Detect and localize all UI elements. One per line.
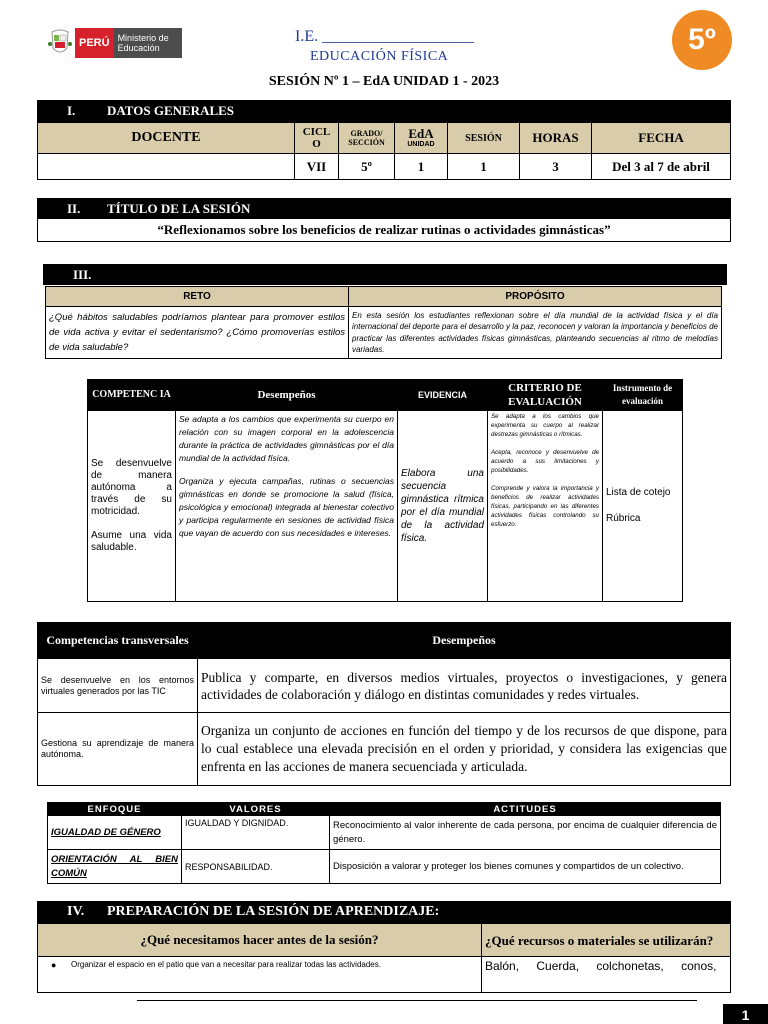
evidencia-cell: Elabora una secuencia gimnástica rítmica por el día mundial de la actividad física. <box>398 411 488 602</box>
header-horas: HORAS <box>520 123 592 154</box>
criterio-1: Se adapta a los cambios que experimenta su cuerpo al realizar destrezas gimnásticas o rítmicas. <box>491 413 599 438</box>
minedu-logo <box>48 27 182 59</box>
header-criterio: CRITERIO DE EVALUACIÓN <box>488 380 603 411</box>
enfoque-row-2 <box>48 850 721 884</box>
header-ciclo: CICL O <box>295 123 339 154</box>
value-ciclo: VII <box>295 154 339 180</box>
section-3-band <box>43 264 727 285</box>
header-sesion: SESIÓN <box>448 123 520 154</box>
criterio-3: Comprende y valora la importancia y beneficios de realizar actividades físicas, participando en las diferentes actividades físicas controlando su esfuerzo. <box>491 485 599 528</box>
criterio-cell <box>488 411 603 602</box>
instrumento-1: Lista de cotejo <box>606 487 671 498</box>
header-competencia: COMPETENC IA <box>88 380 176 411</box>
bullet-icon: ● <box>51 960 57 970</box>
peru-shield-icon <box>48 28 72 58</box>
antes-sesion-item: Organizar el espacio en el patio que van a necesitar para realizar todas las actividades. <box>71 960 381 969</box>
section-1-number: I. <box>67 103 76 118</box>
enfoque-valor-1: IGUALDAD Y DIGNIDAD. <box>182 816 330 850</box>
header-antes-sesion: ¿Qué necesitamos hacer antes de la sesión? <box>38 924 482 957</box>
transversal-desc-1: Publica y comparte, en diversos medios virtuales, proyectos o investigaciones, y genera actividades de colaboración y diálogo en distintas comunidades y redes virtuales. <box>198 659 731 713</box>
enfoque-name-2: ORIENTACIÓN AL BIEN COMÚN <box>48 850 182 884</box>
section-2-title: TÍTULO DE LA SESIÓN <box>107 200 251 216</box>
value-fecha: Del 3 al 7 de abril <box>592 154 731 180</box>
enfoque-valor-2: RESPONSABILIDAD. <box>182 850 330 884</box>
header-evidencia: EVIDENCIA <box>398 380 488 411</box>
desempeno-2: Organiza y ejecuta campañas, rutinas o secuencias gimnásticas en donde se promocione la salud (física, psicológica y emocional) integrada al bienestar colectivo y participa regularmente en sesiones de actividad física que vayan de acuerdo con sus necesidades e intereses. <box>179 476 394 538</box>
section-3-number: III. <box>73 266 92 282</box>
ie-label: I.E. ___________________ <box>295 28 475 45</box>
header-grado: GRADO/ SECCIÓN <box>339 123 395 154</box>
value-eda: 1 <box>395 154 448 180</box>
reto-text: ¿Qué hábitos saludables podríamos plantear para promover estilos de vida activa y evitar el sedentarismo? ¿Cómo promoverías estilos de vida saludable? <box>46 307 349 359</box>
transversal-row-1 <box>38 659 731 713</box>
enfoques-table <box>47 802 721 884</box>
competencias-cell <box>88 411 176 602</box>
grade-badge <box>672 10 732 70</box>
enfoque-actitud-2: Disposición a valorar y proteger los bienes comunes y compartidos de un colectivo. <box>330 850 721 884</box>
instrumento-2: Rúbrica <box>606 513 641 524</box>
antes-sesion-cell <box>38 957 482 993</box>
desempeno-1: Se adapta a los cambios que experimenta su cuerpo en relación con su imagen corporal en la adolescencia durante la práctica de actividades gimnásticas por el día mundial de la actividad física. <box>179 414 394 463</box>
header-fecha: FECHA <box>592 123 731 154</box>
competencia-2: Asume una vida saludable. <box>91 530 172 553</box>
value-horas: 3 <box>520 154 592 180</box>
transversal-row-2 <box>38 713 731 786</box>
section-1-band <box>37 100 731 122</box>
value-sesion: 1 <box>448 154 520 180</box>
page-number-box <box>723 1004 768 1024</box>
proposito-header: PROPÓSITO <box>349 287 722 307</box>
header-eda-label: EdA <box>408 126 434 141</box>
header-desempenos: Desempeños <box>176 380 398 411</box>
value-docente <box>38 154 295 180</box>
session-name: “Reflexionamos sobre los beneficios de realizar rutinas o actividades gimnásticas” <box>37 219 731 242</box>
enfoque-row-1 <box>48 816 721 850</box>
instrumento-cell <box>603 411 683 602</box>
header-eda-sub: UNIDAD <box>407 141 435 148</box>
reto-header: RETO <box>46 287 349 307</box>
proposito-text: En esta sesión los estudiantes reflexionan sobre el día mundial de la actividad física y el día internacional del deporte para el desarrollo y la paz, reconocen y valoran la importancia y beneficios de practicar las diferentes actividades físicas gimnásticas, planteando secuencias al ritmo de melodías variadas. <box>349 307 722 359</box>
datos-generales-table <box>37 122 731 180</box>
header-actitudes: ACTITUDES <box>330 803 721 816</box>
section-4-number: IV. <box>67 904 85 919</box>
desempenos-cell <box>176 411 398 602</box>
enfoque-name-1: IGUALDAD DE GÉNERO <box>48 816 182 850</box>
header-eda <box>395 123 448 154</box>
header-transversales-desempenos: Desempeños <box>198 623 731 659</box>
peru-label: PERÚ <box>75 28 114 58</box>
header-instrumento: Instrumento de evaluación <box>603 380 683 411</box>
section-1-title: DATOS GENERALES <box>107 103 235 118</box>
section-4-band <box>37 901 731 923</box>
header-recursos: ¿Qué recursos o materiales se utilizarán? <box>482 924 731 957</box>
header-valores: VALORES <box>182 803 330 816</box>
transversal-comp-1: Se desenvuelve en los entornos virtuales generados por las TIC <box>38 659 198 713</box>
page-number: 1 <box>741 1007 750 1023</box>
reto-proposito-table <box>45 286 722 359</box>
competencias-table <box>87 379 683 602</box>
value-grado: 5º <box>339 154 395 180</box>
transversal-desc-2: Organiza un conjunto de acciones en función del tiempo y de los recursos de que dispone, para lo cual establece una elevada precisión en el orden y prioridad, y considera las exigencias que enfrenta en las acciones de manera secuenciada y articulada. <box>198 713 731 786</box>
transversales-table <box>37 622 731 786</box>
header-docente: DOCENTE <box>38 123 295 154</box>
criterio-2: Acepta, reconoce y desenvuelve de acuerdo a sus limitaciones y posibilidades. <box>491 449 599 474</box>
section-2-band <box>37 198 731 219</box>
section-4-title: PREPARACIÓN DE LA SESIÓN DE APRENDIZAJE: <box>107 904 440 919</box>
enfoque-actitud-1: Reconocimiento al valor inherente de cada persona, por encima de cualquier diferencia de género. <box>330 816 721 850</box>
preparacion-table <box>37 923 731 993</box>
subject-title: EDUCACIÓN FÍSICA <box>310 49 449 64</box>
session-title: SESIÓN Nº 1 – EdA UNIDAD 1 - 2023 <box>268 74 500 89</box>
transversal-comp-2: Gestiona su aprendizaje de manera autónoma. <box>38 713 198 786</box>
grade-badge-text: 5º <box>688 23 716 56</box>
footer-line <box>137 1000 697 1001</box>
header-transversales: Competencias transversales <box>38 623 198 659</box>
section-2-number: II. <box>67 200 81 216</box>
ministry-label: Ministerio de Educación <box>114 28 182 58</box>
recursos-cell: Balón, Cuerda, colchonetas, conos, <box>482 957 731 993</box>
header-enfoque: ENFOQUE <box>48 803 182 816</box>
competencia-1: Se desenvuelve de manera autónoma a través de su motricidad. <box>91 458 172 517</box>
